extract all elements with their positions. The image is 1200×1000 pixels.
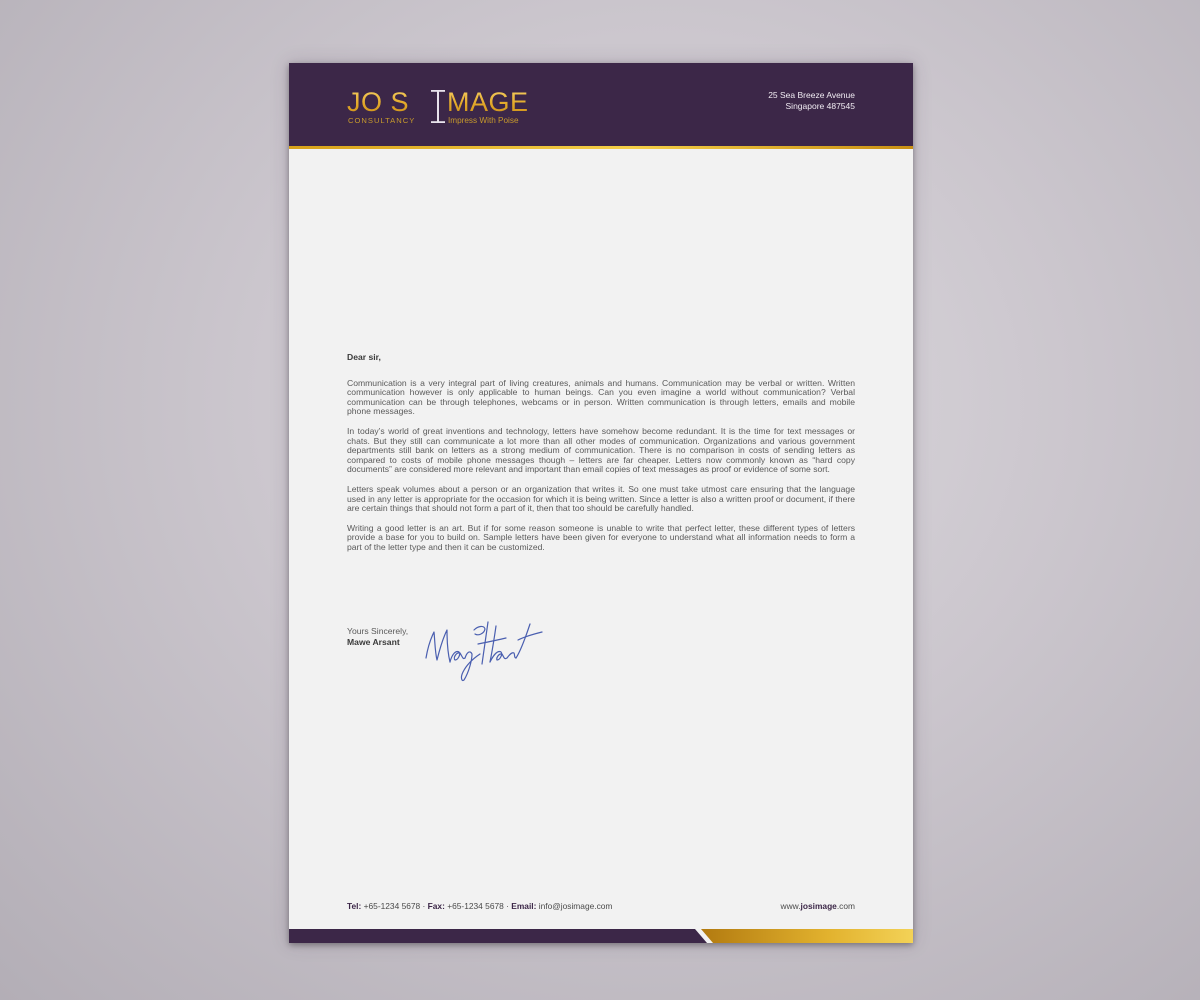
contact-info	[347, 901, 612, 911]
paragraph: Writing a good letter is an art. But if for some reason someone is unable to write that perfect letter, these different types of letters provide a base for you to build on. Sample letters have been given for everyone to understand what all information needs to form a part of the letter type and then it can be customized.	[347, 522, 855, 552]
separator: ·	[506, 901, 509, 911]
brand-tagline: Impress With Poise	[448, 116, 519, 125]
letterhead-sheet	[289, 63, 913, 943]
web-prefix: www.	[780, 901, 801, 911]
letterhead-header	[289, 63, 913, 146]
brand-subline-left: CONSULTANCY	[348, 116, 416, 125]
tel-label: Tel:	[347, 901, 362, 911]
fax-label: Fax:	[427, 901, 445, 911]
address-line-2: Singapore 487545	[785, 101, 855, 111]
company-logo	[347, 87, 567, 129]
separator: ·	[422, 901, 426, 911]
brand-text-right: MAGE	[447, 87, 529, 117]
letterhead-footer	[347, 901, 855, 911]
website-url	[781, 901, 855, 911]
paragraph: In today’s world of great inventions and technology, letters have somehow become redundant. It is the time for text messages or chats. But they still can communicate a lot more than all other modes of communication. Organizations and various government departments still bank on letters as a strong medium of communication. There is no comparison in costs of sending letters as compared to costs of mobile phone messages though – letters are far cheaper. Letters now commonly known as “hard copy documents” are considered more relevant and important than email copies of text messages as proof or evidence of some sort.	[347, 425, 855, 475]
email-value: info@josimage.com	[538, 901, 613, 911]
company-address	[768, 90, 855, 112]
fax-value: +65-1234 5678	[447, 901, 504, 911]
letter-closing	[347, 626, 408, 648]
handwritten-signature	[422, 616, 552, 684]
footer-bar	[289, 929, 913, 943]
salutation: Dear sir,	[347, 352, 381, 362]
web-suffix: .com	[836, 901, 855, 911]
signer-name: Mawe Arsant	[347, 637, 400, 647]
tel-value: +65-1234 5678	[363, 901, 421, 911]
letter-body	[347, 353, 855, 563]
email-label: Email:	[511, 901, 537, 911]
closing-phrase: Yours Sincerely,	[347, 626, 409, 636]
web-domain: josimage	[800, 901, 837, 911]
header-gold-stripe	[289, 146, 913, 149]
i-beam-icon	[431, 90, 445, 123]
paragraph: Communication is a very integral part of living creatures, animals and humans. Communication may be verbal or written. Written communication however is only applicable to human beings. Can you even imagine a world without communication? Verbal communication can be through telephones, webcams or in person. Written communication is through letters, emails and mobile phone messages.	[347, 377, 855, 417]
paragraph: Letters speak volumes about a person or an organization that writes it. So one must take utmost care ensuring that the language used in any letter is appropriate for the occasion for which it is being written. Since a letter is also a written proof or document, if there are certain things that should not form a part of it, then that too should be carefully handled.	[347, 483, 855, 514]
brand-text-left: JO S	[347, 87, 410, 117]
address-line-1: 25 Sea Breeze Avenue	[768, 90, 855, 100]
